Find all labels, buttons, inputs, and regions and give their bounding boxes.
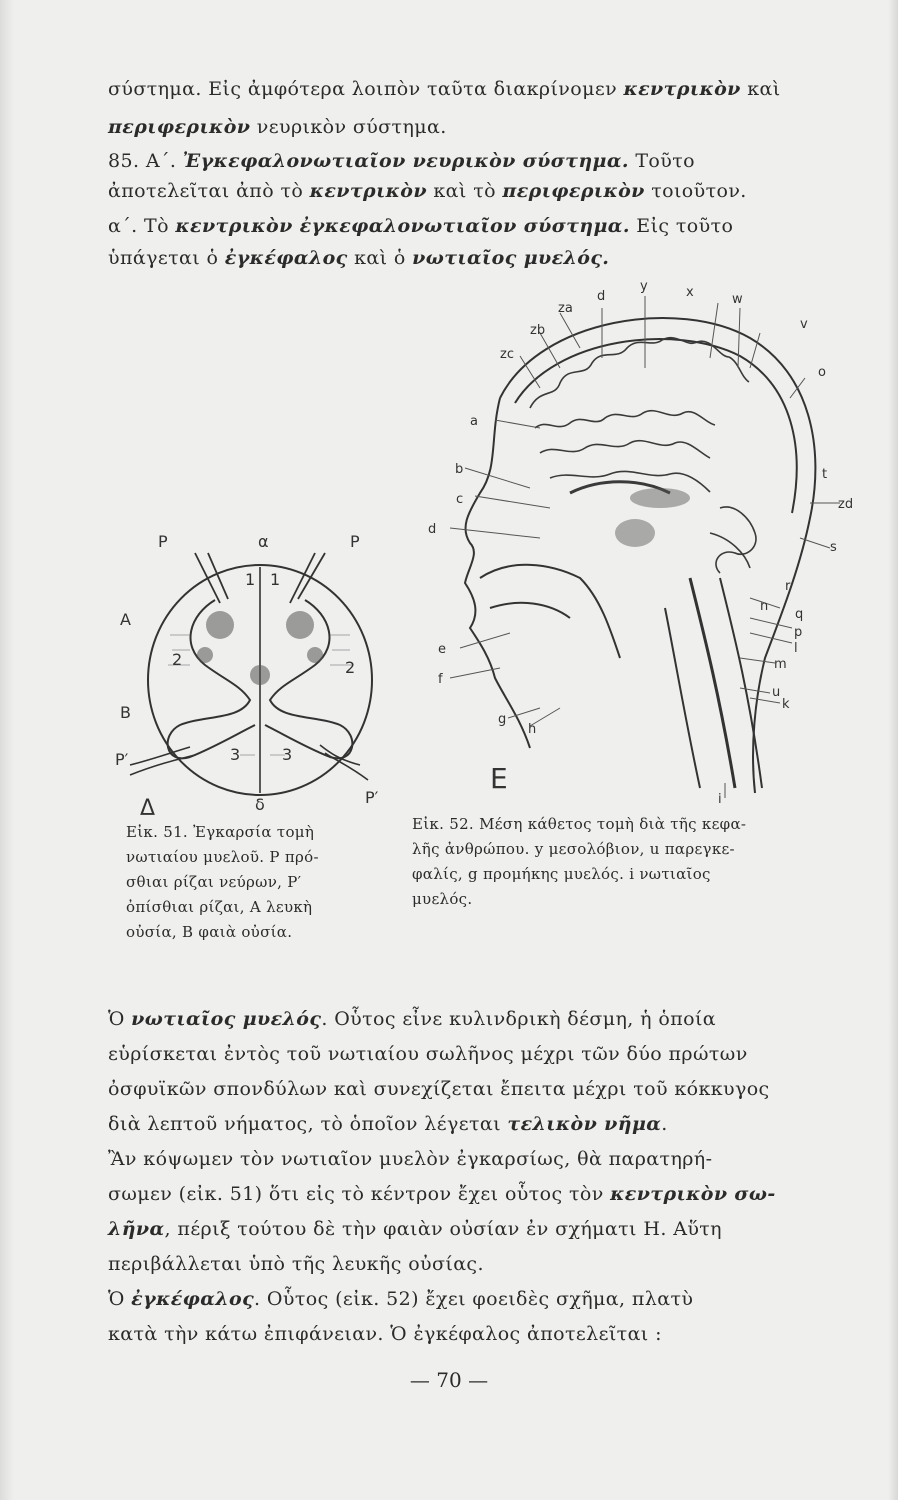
caption-line: νωτιαίου μυελοῦ. Ρ πρό-: [126, 848, 319, 866]
text-span: σωμεν (εἰκ. 51) ὅτι εἰς τὸ κέντρον ἔχει οὗτος τὸν: [108, 1183, 611, 1205]
fig51-label-p-right: P: [350, 532, 360, 551]
fig52-label-k: k: [782, 697, 790, 712]
text-line: [108, 215, 848, 237]
emphasized-term: κεντρικὸν ἐγκεφαλονωτιαῖον σύστημα.: [175, 215, 630, 237]
fig51-label-p-left: P: [158, 532, 168, 551]
text-span: Ὁ: [108, 1008, 132, 1030]
emphasized-term: κεντρικὸν σω-: [610, 1183, 776, 1205]
fig52-label-zb: zb: [530, 323, 546, 338]
page-number: — 70 —: [409, 1368, 489, 1392]
fig51-label-delta: Δ: [140, 796, 156, 821]
text-span: καὶ τὸ: [426, 180, 503, 202]
fig51-label-3-left: 3: [230, 745, 241, 764]
fig52-label-d-top: d: [597, 289, 606, 304]
fig52-label-a: a: [470, 414, 478, 429]
fig52-label-b: b: [455, 462, 464, 477]
fig52-label-s: s: [830, 540, 837, 555]
caption-line: οὐσία, Β φαιὰ οὐσία.: [126, 923, 293, 941]
figure-51-spinal-cord-section: [110, 525, 410, 825]
text-span: περιβάλλεται ὑπὸ τῆς λευκῆς οὐσίας.: [108, 1253, 484, 1275]
text-line: [108, 1288, 848, 1310]
text-span: εὑρίσκεται ἐντὸς τοῦ νωτιαίου σωλῆνος μέχρι τῶν δύο πρώτων: [108, 1043, 748, 1065]
emphasized-term: νωτιαῖος μυελός: [131, 1008, 322, 1030]
fig52-label-n: n: [760, 599, 769, 614]
caption-line: λῆς ἀνθρώπου. y μεσολόβιον, u παρεγκε-: [412, 840, 735, 858]
figure-51-caption: [126, 820, 319, 945]
text-span: , πέριξ τούτου δὲ τὴν φαιὰν οὐσίαν ἐν σχήματι Η. Αὕτη: [164, 1218, 722, 1240]
fig52-label-za: za: [558, 301, 573, 316]
emphasized-term: περιφερικὸν: [502, 180, 645, 202]
fig51-label-A: A: [120, 610, 131, 629]
emphasized-term: κεντρικὸν: [309, 180, 427, 202]
caption-line: μυελός.: [412, 890, 473, 908]
text-line: [108, 116, 848, 138]
figure-51-drawing: [110, 525, 410, 825]
fig52-label-h: h: [528, 722, 537, 737]
emphasized-term: ἐγκέφαλος: [224, 247, 348, 269]
caption-line: φαλίς, g προμήκης μυελός. i νωτιαῖος: [412, 865, 711, 883]
text-span: καὶ ὁ: [347, 247, 413, 269]
fig52-label-f: f: [438, 672, 443, 687]
emphasized-term: λῆνα: [108, 1218, 165, 1240]
fig52-label-r: r: [785, 579, 791, 594]
emphasized-term: περιφερικὸν: [108, 116, 251, 138]
caption-line: Εἰκ. 52. Μέση κάθετος τομὴ διὰ τῆς κεφα-: [412, 815, 747, 833]
text-span: Εἰς τοῦτο: [629, 215, 734, 237]
text-span: . Οὗτος εἶνε κυλινδρικὴ δέσμη, ἡ ὁποία: [321, 1008, 717, 1030]
text-span: σύστημα. Εἰς ἀμφότερα λοιπὸν ταῦτα διακρίνομεν: [108, 78, 624, 100]
text-line: [108, 150, 848, 172]
text-span: .: [661, 1113, 668, 1135]
text-line: [108, 1218, 848, 1240]
text-span: ὀσφυϊκῶν σπονδύλων καὶ συνεχίζεται ἔπειτα μέχρι τοῦ κόκκυγος: [108, 1078, 770, 1100]
text-span: νευρικὸν σύστημα.: [250, 116, 447, 138]
emphasized-term: νωτιαῖος μυελός.: [412, 247, 610, 269]
text-line: [108, 1008, 848, 1030]
caption-line: ὀπίσθιαι ρίζαι, Α λευκὴ: [126, 898, 313, 916]
fig51-label-2-right: 2: [345, 658, 356, 677]
fig52-label-e: e: [438, 642, 446, 657]
fig52-label-t: t: [822, 467, 828, 482]
text-line: [108, 247, 848, 269]
fig51-label-a: α: [258, 532, 269, 551]
emphasized-term: κεντρικὸν: [623, 78, 741, 100]
text-line: [108, 1253, 848, 1275]
fig51-label-B: B: [120, 703, 131, 722]
fig52-label-q: q: [795, 607, 804, 622]
page-edge-left: [0, 0, 14, 1500]
text-span: ἀποτελεῖται ἀπὸ τὸ: [108, 180, 310, 202]
emphasized-term: τελικὸν νῆμα: [507, 1113, 662, 1135]
caption-line: Εἰκ. 51. Ἐγκαρσία τομὴ: [126, 823, 315, 841]
fig52-label-w: w: [732, 292, 743, 307]
fig52-label-zc: zc: [500, 347, 514, 362]
fig52-label-d: d: [428, 522, 437, 537]
fig51-label-1-right: 1: [270, 570, 281, 589]
text-span: . Οὗτος (εἰκ. 52) ἔχει φοειδὲς σχῆμα, πλατὺ: [254, 1288, 694, 1310]
fig52-label-c: c: [456, 492, 464, 507]
fig51-label-3-right: 3: [282, 745, 293, 764]
emphasized-term: Ἐγκεφαλονωτιαῖον νευρικὸν σύστημα.: [182, 150, 629, 172]
text-line: [108, 1183, 848, 1205]
page-edge-right: [888, 0, 898, 1500]
caption-line: σθιαι ρίζαι νεύρων, Ρ′: [126, 873, 302, 891]
fig52-label-x: x: [686, 285, 694, 300]
text-span: καὶ: [740, 78, 781, 100]
fig51-label-p-prime-right: P′: [365, 788, 379, 807]
text-line: [108, 1113, 848, 1135]
fig52-label-E: E: [490, 762, 508, 795]
text-span: Τοῦτο: [628, 150, 695, 172]
text-span: Ὁ: [108, 1288, 132, 1310]
text-span: τοιοῦτον.: [644, 180, 747, 202]
text-span: ὑπάγεται ὁ: [108, 247, 225, 269]
fig52-label-p: p: [794, 625, 803, 640]
emphasized-term: ἐγκέφαλος: [131, 1288, 255, 1310]
fig52-label-o: o: [818, 365, 826, 380]
fig52-label-i: i: [718, 792, 722, 807]
text-span: κατὰ τὴν κάτω ἐπιφάνειαν. Ὁ ἐγκέφαλος ἀποτελεῖται :: [108, 1323, 662, 1345]
figure-52-head-section: [420, 278, 854, 808]
fig51-label-b: δ: [255, 795, 265, 814]
fig51-label-p-prime-left: P′: [115, 750, 129, 769]
text-line: [108, 78, 848, 100]
text-line: [108, 180, 848, 202]
fig52-label-u: u: [772, 685, 781, 700]
fig52-label-g: g: [498, 712, 507, 727]
text-line: [108, 1148, 848, 1170]
text-line: [108, 1323, 848, 1345]
figure-52-drawing: [420, 278, 854, 808]
text-span: 85. Α΄.: [108, 150, 183, 172]
fig52-label-y: y: [640, 279, 648, 294]
text-span: διὰ λεπτοῦ νήματος, τὸ ὁποῖον λέγεται: [108, 1113, 508, 1135]
fig52-label-l: l: [794, 641, 798, 656]
text-line: [108, 1078, 848, 1100]
fig51-label-2-left: 2: [172, 650, 183, 669]
fig51-label-1-left: 1: [245, 570, 256, 589]
fig52-label-m: m: [774, 657, 787, 672]
figure-52-caption: [412, 812, 746, 912]
fig52-label-v: v: [800, 317, 808, 332]
text-span: Ἂν κόψωμεν τὸν νωτιαῖον μυελὸν ἐγκαρσίως, θὰ παρατηρή-: [108, 1148, 713, 1170]
text-span: α΄. Τὸ: [108, 215, 176, 237]
text-line: [108, 1043, 848, 1065]
fig52-label-zd: zd: [838, 497, 854, 512]
